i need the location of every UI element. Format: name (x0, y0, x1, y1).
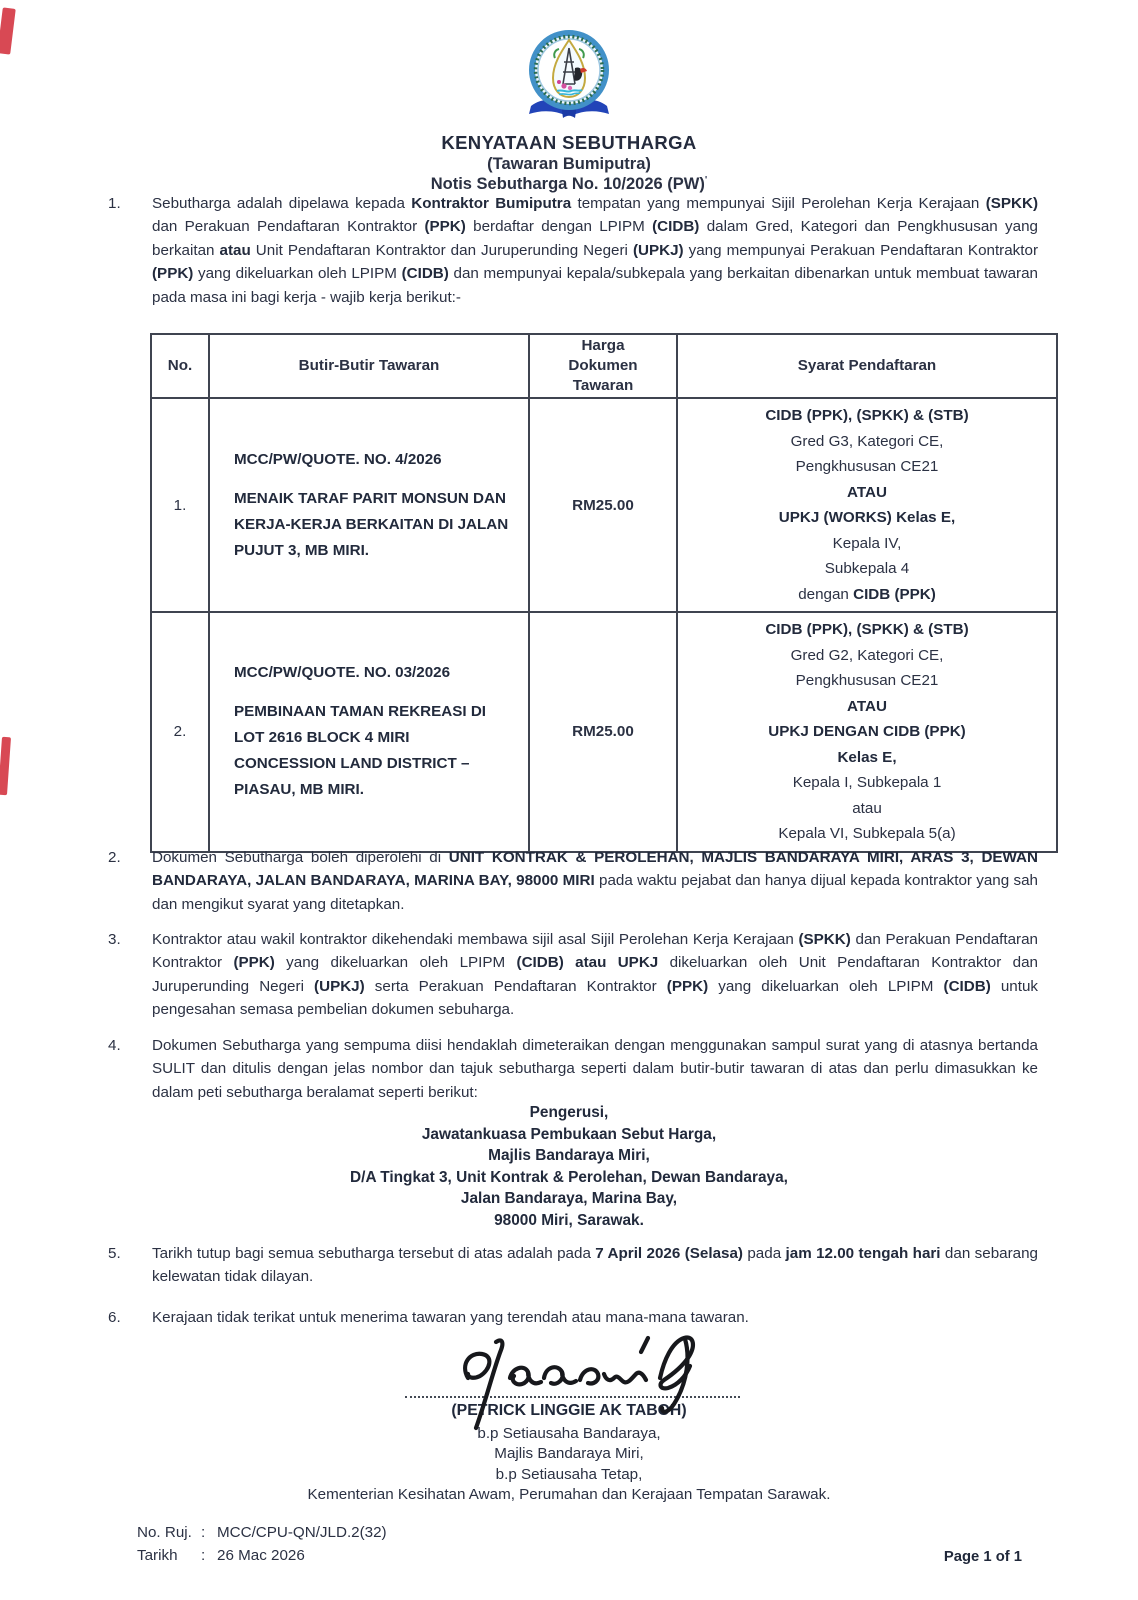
reference-label: No. Ruj. (137, 1524, 192, 1541)
text-line: MENAIK TARAF PARIT MONSUN DAN KERJA-KERJA BERKAITAN DI JALAN PUJUT 3, MB MIRI. (234, 489, 509, 559)
date-row (137, 1545, 387, 1568)
text-line: Pengkhususan CE21 (795, 458, 939, 475)
document-title: KENYATAAN SEBUTHARGA (441, 132, 697, 153)
document-price: RM25.00 (529, 398, 677, 612)
text-line: Jawatankuasa Pembukaan Sebut Harga, (421, 1125, 717, 1143)
text-line: b.p Setiausaha Bandaraya, (477, 1425, 661, 1442)
text-line: CIDB (PPK), (SPKK) & (STB) (765, 621, 969, 638)
handwritten-signature (438, 1316, 728, 1441)
text-line: ATAU (847, 483, 887, 501)
text-line: Majlis Bandaraya Miri, (488, 1147, 650, 1165)
paragraph-number: 5. (108, 1245, 121, 1262)
paragraph-5 (108, 1242, 1038, 1289)
paragraph-number: 6. (108, 1309, 121, 1326)
column-header-butir: Butir-Butir Tawaran (209, 334, 529, 398)
column-header-syarat: Syarat Pendaftaran (677, 334, 1057, 398)
text-line: Kepala I, Subkepala 1 (792, 774, 942, 791)
text-line: Kelas E, (837, 748, 897, 766)
text-line: Kementerian Kesihatan Awam, Perumahan dan Kerajaan Tempatan Sarawak. (307, 1485, 831, 1503)
table-header-row (151, 334, 1057, 398)
document-subtitle: (Tawaran Bumiputra) (487, 155, 651, 173)
page-number: Page 1 of 1 (943, 1549, 1022, 1565)
text-line: b.p Setiausaha Tetap, (495, 1465, 643, 1483)
paragraph-number: 2. (108, 849, 121, 866)
paragraph-number: 1. (108, 195, 121, 212)
text-line: Pengkhususan CE21 (795, 672, 939, 689)
row-number: 1. (151, 398, 209, 612)
paragraph-text: Kerajaan tidak terikat untuk menerima tawaran yang terendah atau mana-mana tawaran. (152, 1309, 749, 1326)
registration-requirements (677, 612, 1057, 852)
paragraph-3 (108, 928, 1038, 1022)
date-label: Tarikh (137, 1546, 178, 1564)
text-line: Kepala VI, Subkepala 5(a) (778, 825, 956, 842)
text-line: dengan CIDB (PPK) (798, 585, 936, 603)
text-line: 98000 Miri, Sarawak. (494, 1211, 644, 1229)
reference-footer (137, 1522, 387, 1567)
text-line: D/A Tingkat 3, Unit Kontrak & Perolehan, Dewan Bandaraya, (350, 1168, 788, 1186)
column-header-harga-text: Harga Dokumen Tawaran (568, 337, 638, 394)
notice-number-text: Notis Sebutharga No. 10/2026 (PW) (430, 175, 705, 193)
paragraph-text: Kontraktor atau wakil kontraktor dikehendaki membawa sijil asal Sijil Perolehan Kerja Kerajaan (SPKK) dan Perakuan Pendaftaran Kontraktor (PPK) yang dikeluarkan oleh LPIPM (CIDB) atau UPKJ dikeluarkan oleh Unit Pendaftaran Kontraktor dan Juruperunding Negeri (UPKJ) serta Perakuan Pendaftaran Kontraktor (PPK) yang dikeluarkan oleh LPIPM (CIDB) untuk pengesahan semasa pembelian dokumen sebuharga. (152, 931, 1039, 1019)
scan-artifact-mark: ' (704, 175, 708, 186)
signature-block (0, 1320, 1138, 1520)
text-line: MCC/PW/QUOTE. NO. 4/2026 (234, 450, 442, 468)
paragraph-number: 4. (108, 1037, 121, 1054)
text-line: Kepala IV, (832, 534, 902, 552)
text-line: Gred G2, Kategori CE, (790, 646, 944, 664)
text-line: Majlis Bandaraya Miri, (494, 1445, 644, 1463)
reference-number-row (137, 1522, 387, 1545)
text-line: atau (852, 799, 882, 817)
text-line: ATAU (847, 697, 887, 715)
column-header-no: No. (151, 334, 209, 398)
paragraph-number: 3. (108, 931, 121, 948)
tender-details (209, 612, 529, 852)
colon: : (201, 1546, 206, 1564)
tender-items-table (150, 333, 1058, 853)
text-line: MCC/PW/QUOTE. NO. 03/2026 (234, 664, 451, 682)
paragraph-text: Sebutharga adalah dipelawa kepada Kontraktor Bumiputra tempatan yang mempunyai Sijil Perolehan Kerja Kerajaan (SPKK) dan Perakuan Pendaftaran Kontraktor (PPK) berdaftar dengan LPIPM (CIDB) dalam Gred, Kategori dan Pengkhususan yang berkaitan atau Unit Pendaftaran Kontraktor dan Juruperunding Negeri (UPKJ) yang mempunyai Perakuan Pendaftaran Kontraktor (PPK) yang dikeluarkan oleh LPIPM (CIDB) dan mempunyai kepala/subkepala yang berkaitan dibenarkan untuk membuat tawaran pada masa ini bagi kerja - wajib kerja berikut:- (152, 195, 1038, 306)
paragraph-2 (108, 846, 1038, 916)
reference-value: MCC/CPU-QN/JLD.2(32) (217, 1524, 387, 1541)
text-line: UPKJ DENGAN CIDB (PPK) (768, 723, 966, 740)
colon: : (201, 1524, 206, 1541)
paragraph-text: Tarikh tutup bagi semua sebutharga tersebut di atas adalah pada 7 April 2026 (Selasa) pada jam 12.00 tengah hari dan sebarang kelewatan tidak dilayan. (152, 1245, 1038, 1286)
text-line: Subkepala 4 (824, 560, 910, 577)
date-value: 26 Mac 2026 (217, 1546, 305, 1564)
registration-requirements (677, 398, 1057, 612)
document-header (0, 28, 1138, 194)
text-line: UPKJ (WORKS) Kelas E, (778, 509, 956, 526)
submission-address-block (0, 1102, 1138, 1232)
signatory-name: (PETRICK LINGGIE AK TABOH) (451, 1402, 687, 1419)
text-line: Jalan Bandaraya, Marina Bay, (460, 1190, 678, 1208)
column-header-harga (529, 334, 677, 398)
table-row (151, 398, 1057, 612)
text-line: CIDB (PPK), (SPKK) & (STB) (765, 407, 969, 424)
paragraph-4 (108, 1034, 1038, 1104)
text-line: Pengerusi, (529, 1104, 609, 1121)
paragraph-text: Dokumen Sebutharga boleh diperolehi di UNIT KONTRAK & PEROLEHAN, MAJLIS BANDARAYA MIRI, ARAS 3, DEWAN BANDARAYA, JALAN BANDARAYA, MARINA BAY, 98000 MIRI pada waktu pejabat dan hanya dijual kepada kontraktor yang sah dan mengikut syarat yang ditetapkan. (152, 849, 1038, 913)
row-number: 2. (151, 612, 209, 852)
document-price: RM25.00 (529, 612, 677, 852)
tender-details (209, 398, 529, 612)
text-line: PEMBINAAN TAMAN REKREASI DI LOT 2616 BLOCK 4 MIRI CONCESSION LAND DISTRICT – PIASAU, MB MIRI. (234, 703, 487, 799)
paragraph-text: Dokumen Sebutharga yang sempuma diisi hendaklah dimeteraikan dengan menggunakan sampul surat yang di atasnya bertanda SULIT dan ditulis dengan jelas nombor dan tajuk sebutharga seperti dalam butir-butir tawaran di atas dan perlu dimasukkan ke dalam peti sebutharga beralamat seperti berikut: (152, 1037, 1038, 1101)
miri-city-council-crest-logo (0, 28, 1138, 129)
red-pen-mark-left (0, 737, 11, 795)
paragraph-1 (108, 192, 1038, 309)
text-line: Gred G3, Kategori CE, (790, 432, 944, 450)
table-row (151, 612, 1057, 852)
